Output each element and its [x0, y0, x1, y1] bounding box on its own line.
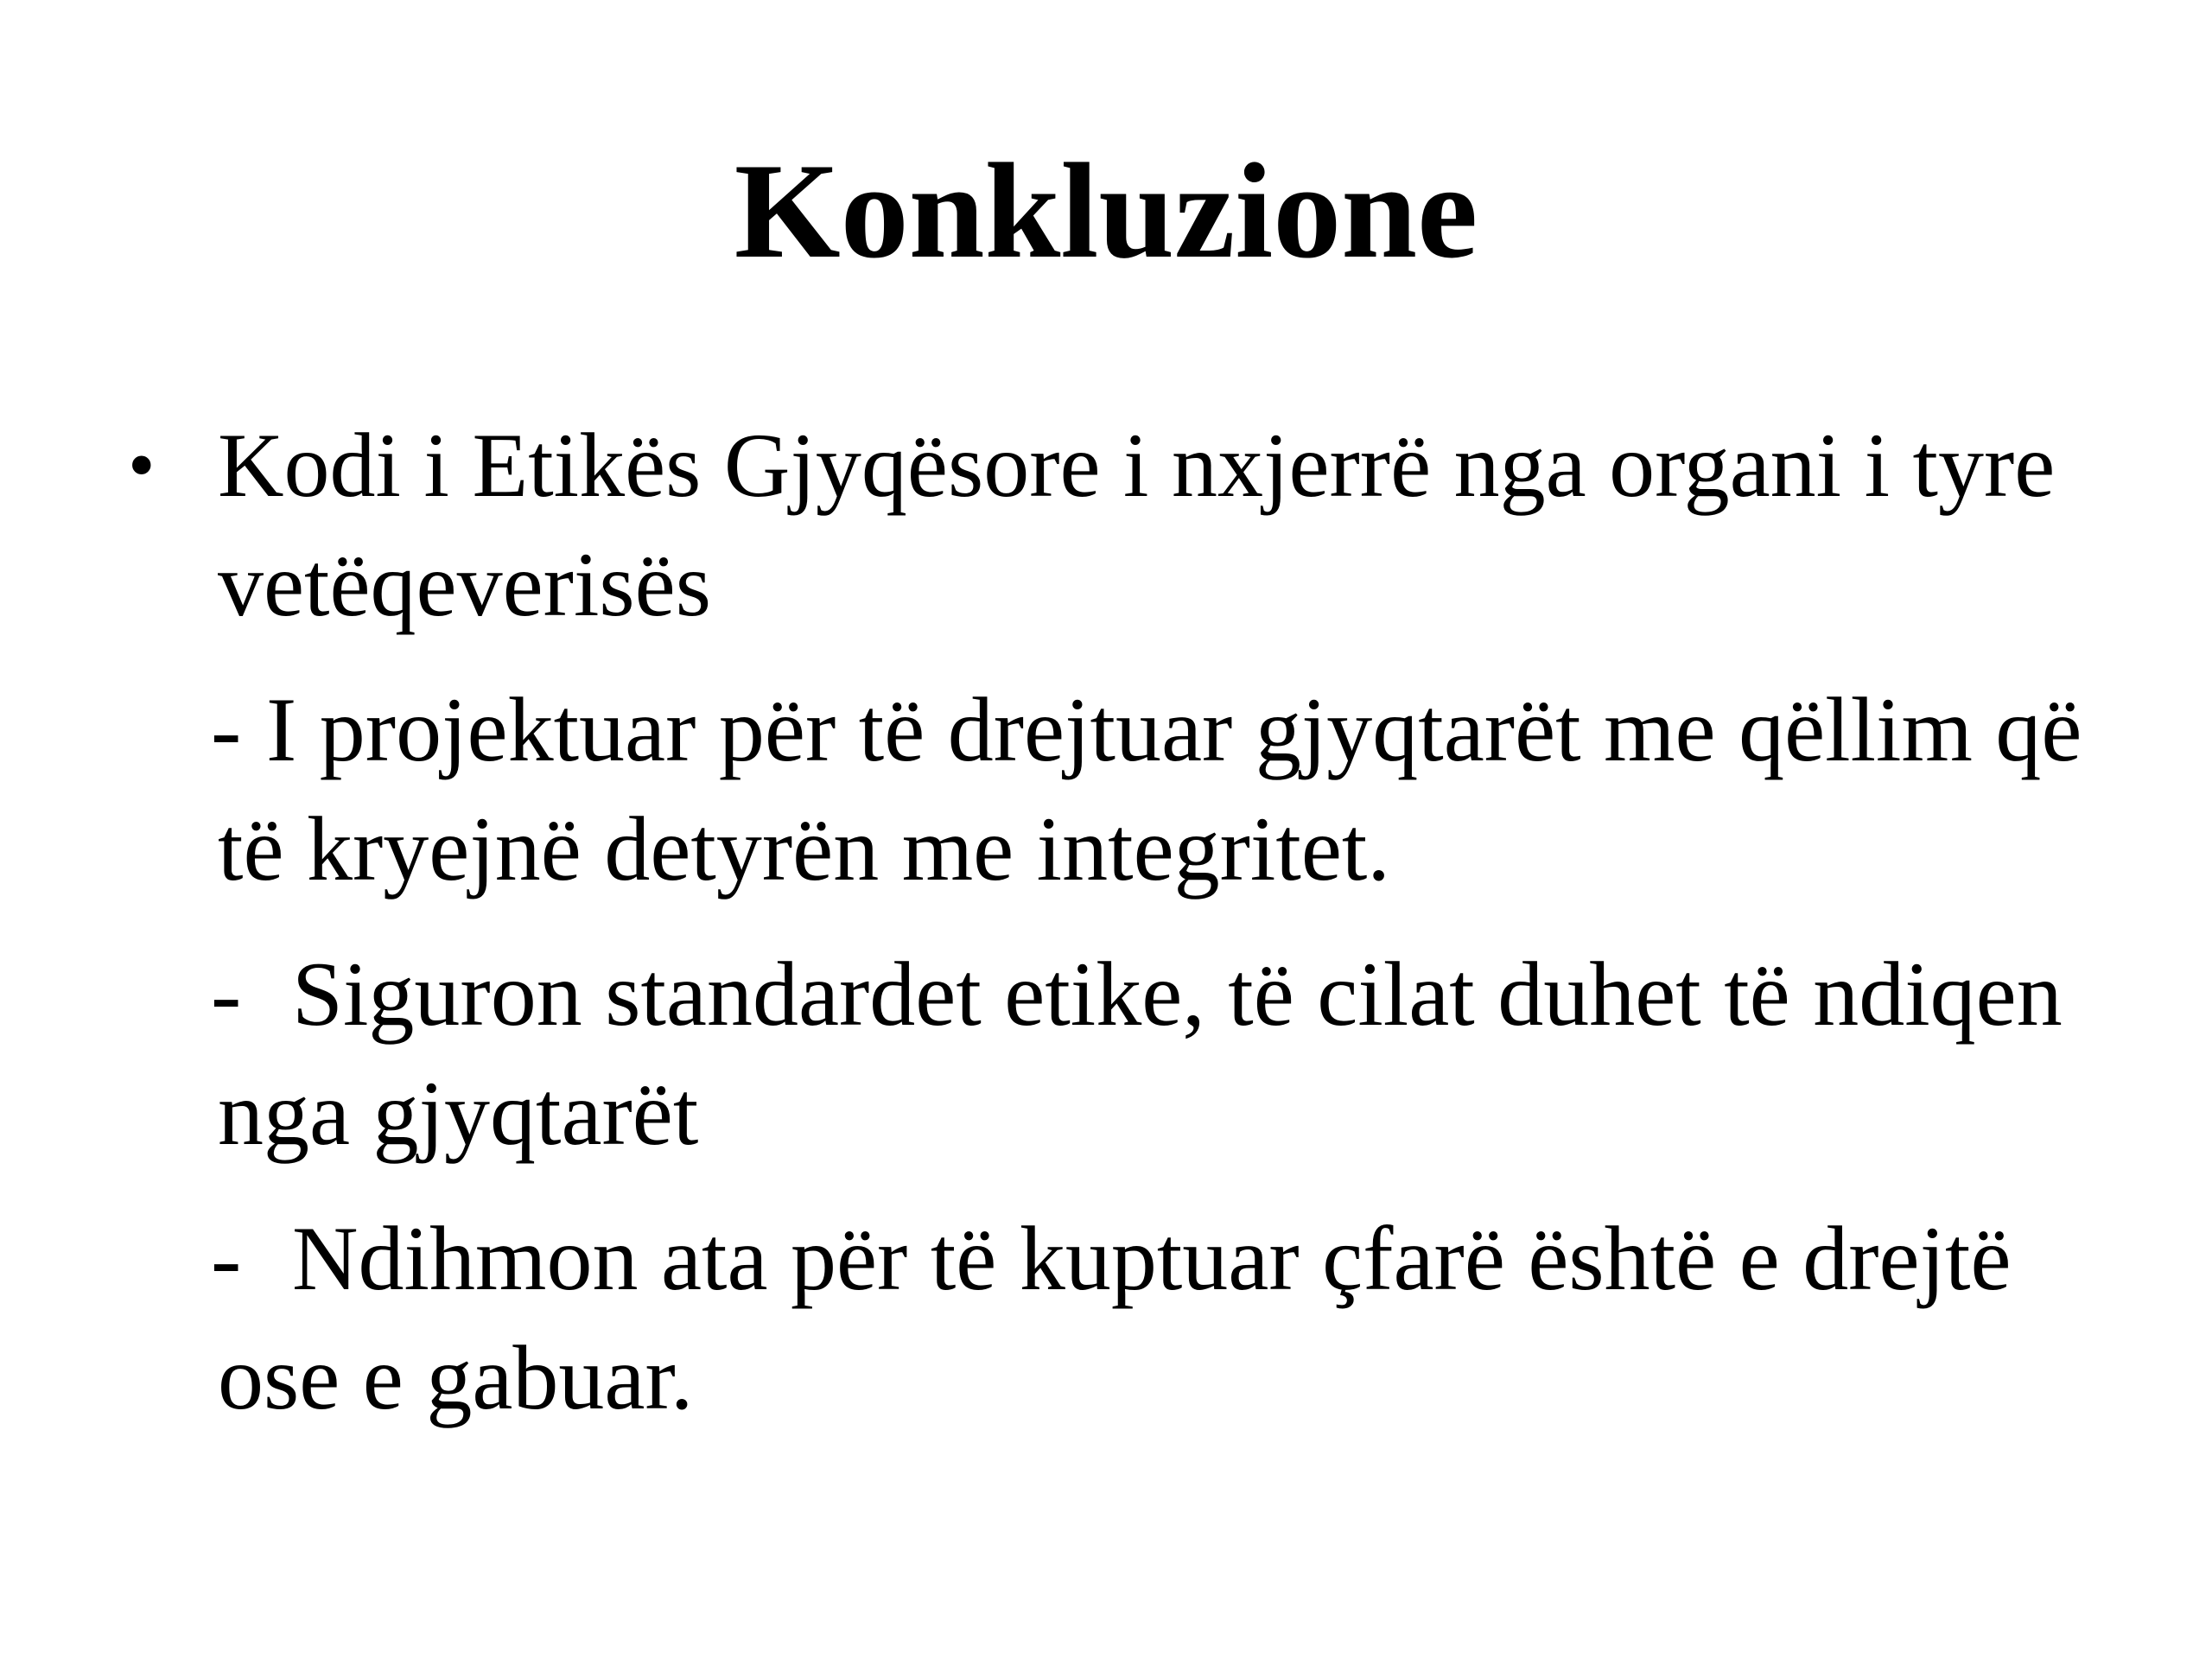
- bullet-item: [121, 406, 2108, 645]
- sub-item-text: Siguron standardet etike, të cilat duhet të ndiqen nga gjyqtarët: [218, 944, 2063, 1164]
- bullet-marker: •: [128, 423, 156, 508]
- sub-item-dash: -: [211, 944, 242, 1045]
- sub-item-2: [121, 935, 2108, 1173]
- slide-title: Konkluzione: [734, 136, 1478, 287]
- sub-item-1: [121, 671, 2108, 909]
- slide-content: [121, 406, 2108, 1464]
- sub-item-text: Ndihmon ata për të kuptuar çfarë është e drejtë ose e gabuar.: [218, 1208, 2012, 1428]
- bullet-text: Kodi i Etikës Gjyqësore i nxjerrë nga organi i tyre vetëqeverisës: [218, 415, 2056, 635]
- sub-item-text: I projektuar për të drejtuar gjyqtarët me qëllim që të kryejnë detyrën me integritet.: [218, 679, 2082, 899]
- sub-item-3: [121, 1199, 2108, 1438]
- sub-item-dash: -: [211, 679, 242, 780]
- sub-item-dash: -: [211, 1208, 242, 1309]
